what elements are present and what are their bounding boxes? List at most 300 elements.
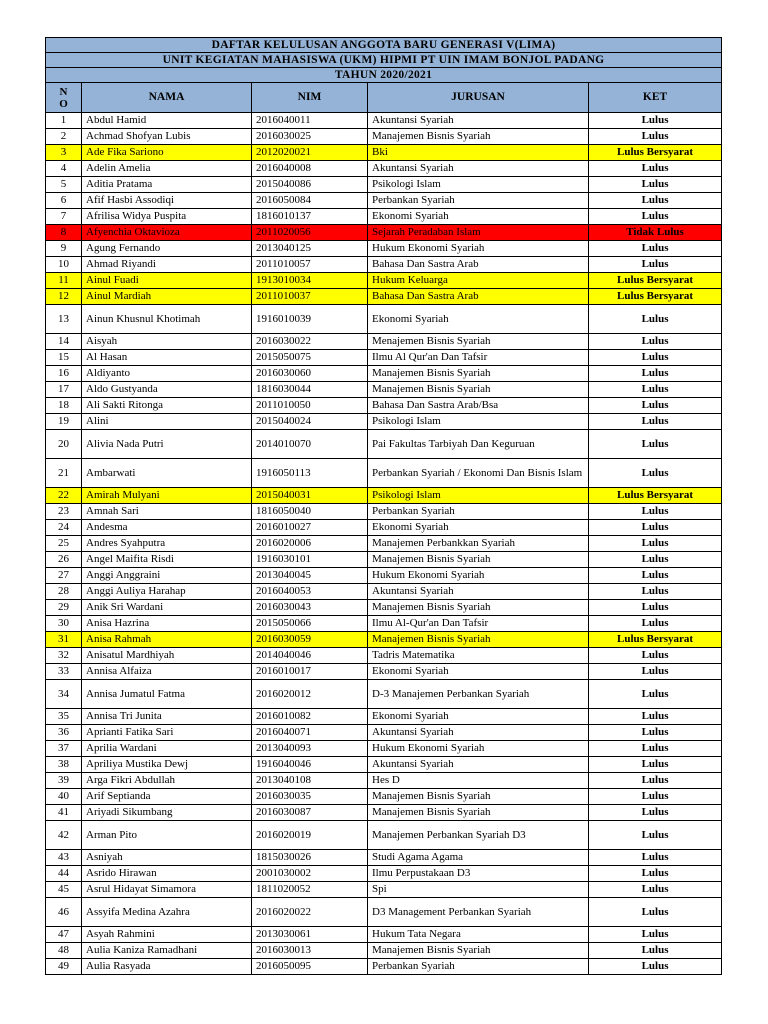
row-name: Arif Septianda xyxy=(82,789,252,805)
row-nim: 2016020019 xyxy=(252,821,368,850)
row-jurusan: Studi Agama Agama xyxy=(368,850,589,866)
row-jurusan: Ilmu Al Qur'an Dan Tafsir xyxy=(368,350,589,366)
table-row xyxy=(46,805,722,821)
table-row xyxy=(46,257,722,273)
table-row xyxy=(46,536,722,552)
table-row xyxy=(46,866,722,882)
row-nim: 2001030002 xyxy=(252,866,368,882)
row-name: Anik Sri Wardani xyxy=(82,600,252,616)
table-row xyxy=(46,600,722,616)
table-row xyxy=(46,334,722,350)
row-jurusan: Ekonomi Syariah xyxy=(368,709,589,725)
row-status: Lulus xyxy=(589,725,722,741)
row-name: Annisa Alfaiza xyxy=(82,664,252,680)
row-number: 49 xyxy=(46,959,82,975)
row-name: Ambarwati xyxy=(82,459,252,488)
row-jurusan: Akuntansi Syariah xyxy=(368,161,589,177)
row-number: 26 xyxy=(46,552,82,568)
row-jurusan: Perbankan Syariah xyxy=(368,504,589,520)
row-number: 20 xyxy=(46,430,82,459)
row-nim: 1916050113 xyxy=(252,459,368,488)
row-number: 36 xyxy=(46,725,82,741)
row-nim: 2016050084 xyxy=(252,193,368,209)
row-name: Afyenchia Oktavioza xyxy=(82,225,252,241)
sheet-year: TAHUN 2020/2021 xyxy=(46,68,722,83)
row-nim: 2013040045 xyxy=(252,568,368,584)
row-status: Lulus xyxy=(589,741,722,757)
graduation-table xyxy=(45,37,722,975)
row-nim: 2016040011 xyxy=(252,113,368,129)
row-jurusan: Perbankan Syariah / Ekonomi Dan Bisnis Islam xyxy=(368,459,589,488)
row-number: 31 xyxy=(46,632,82,648)
row-jurusan: Ekonomi Syariah xyxy=(368,664,589,680)
row-nim: 1816050040 xyxy=(252,504,368,520)
row-number: 38 xyxy=(46,757,82,773)
row-nim: 2015050066 xyxy=(252,616,368,632)
row-name: Asniyah xyxy=(82,850,252,866)
row-name: Aprianti Fatika Sari xyxy=(82,725,252,741)
row-name: Asyah Rahmini xyxy=(82,927,252,943)
row-status: Lulus xyxy=(589,398,722,414)
row-number: 5 xyxy=(46,177,82,193)
row-number: 6 xyxy=(46,193,82,209)
row-name: Ariyadi Sikumbang xyxy=(82,805,252,821)
table-row xyxy=(46,209,722,225)
row-status: Lulus xyxy=(589,664,722,680)
row-nim: 2016030035 xyxy=(252,789,368,805)
row-jurusan: Manajemen Perbankkan Syariah xyxy=(368,536,589,552)
row-jurusan: Ilmu Al-Qur'an Dan Tafsir xyxy=(368,616,589,632)
row-jurusan: Bahasa Dan Sastra Arab xyxy=(368,257,589,273)
table-row xyxy=(46,430,722,459)
row-name: Asrul Hidayat Simamora xyxy=(82,882,252,898)
table-row xyxy=(46,382,722,398)
row-nim: 2013040093 xyxy=(252,741,368,757)
row-status: Lulus xyxy=(589,648,722,664)
table-row xyxy=(46,725,722,741)
row-nim: 2016030022 xyxy=(252,334,368,350)
row-nim: 2016030043 xyxy=(252,600,368,616)
row-number: 46 xyxy=(46,898,82,927)
column-header-nama: NAMA xyxy=(82,83,252,113)
row-name: Andesma xyxy=(82,520,252,536)
row-name: Anggi Anggraini xyxy=(82,568,252,584)
row-number: 4 xyxy=(46,161,82,177)
row-number: 10 xyxy=(46,257,82,273)
row-status: Lulus xyxy=(589,680,722,709)
row-name: Anisa Rahmah xyxy=(82,632,252,648)
row-number: 37 xyxy=(46,741,82,757)
row-number: 11 xyxy=(46,273,82,289)
row-nim: 2011010037 xyxy=(252,289,368,305)
row-nim: 1916010039 xyxy=(252,305,368,334)
graduation-sheet xyxy=(45,37,721,975)
row-jurusan: Manajemen Bisnis Syariah xyxy=(368,382,589,398)
row-status: Lulus xyxy=(589,616,722,632)
table-row xyxy=(46,789,722,805)
row-jurusan: Menajemen Bisnis Syariah xyxy=(368,334,589,350)
row-status: Lulus xyxy=(589,366,722,382)
row-number: 12 xyxy=(46,289,82,305)
row-status: Lulus xyxy=(589,504,722,520)
row-jurusan: Pai Fakultas Tarbiyah Dan Keguruan xyxy=(368,430,589,459)
row-status: Lulus xyxy=(589,414,722,430)
row-jurusan: Akuntansi Syariah xyxy=(368,725,589,741)
row-jurusan: Tadris Matematika xyxy=(368,648,589,664)
row-nim: 1811020052 xyxy=(252,882,368,898)
table-row xyxy=(46,648,722,664)
row-name: Aisyah xyxy=(82,334,252,350)
row-jurusan: D3 Management Perbankan Syariah xyxy=(368,898,589,927)
row-status: Lulus xyxy=(589,600,722,616)
table-row xyxy=(46,741,722,757)
row-nim: 2016010017 xyxy=(252,664,368,680)
row-jurusan: Hukum Ekonomi Syariah xyxy=(368,241,589,257)
row-nim: 2016010082 xyxy=(252,709,368,725)
row-jurusan: Manajemen Bisnis Syariah xyxy=(368,552,589,568)
row-name: Assyifa Medina Azahra xyxy=(82,898,252,927)
table-row xyxy=(46,568,722,584)
row-name: Aditia Pratama xyxy=(82,177,252,193)
row-jurusan: Manajemen Bisnis Syariah xyxy=(368,789,589,805)
row-number: 27 xyxy=(46,568,82,584)
row-jurusan: Manajemen Bisnis Syariah xyxy=(368,943,589,959)
table-row xyxy=(46,225,722,241)
row-number: 21 xyxy=(46,459,82,488)
row-status: Lulus xyxy=(589,161,722,177)
table-row xyxy=(46,664,722,680)
row-status: Lulus xyxy=(589,821,722,850)
row-nim: 2016020022 xyxy=(252,898,368,927)
row-status: Lulus xyxy=(589,350,722,366)
row-nim: 2016020012 xyxy=(252,680,368,709)
row-number: 33 xyxy=(46,664,82,680)
table-row xyxy=(46,632,722,648)
row-nim: 2016030087 xyxy=(252,805,368,821)
row-status: Lulus xyxy=(589,898,722,927)
table-row xyxy=(46,773,722,789)
row-status: Lulus xyxy=(589,568,722,584)
row-number: 8 xyxy=(46,225,82,241)
row-status: Lulus xyxy=(589,113,722,129)
row-number: 23 xyxy=(46,504,82,520)
row-nim: 2011010050 xyxy=(252,398,368,414)
row-name: Abdul Hamid xyxy=(82,113,252,129)
row-jurusan: Ilmu Perpustakaan D3 xyxy=(368,866,589,882)
row-jurusan: Hukum Keluarga xyxy=(368,273,589,289)
row-jurusan: Manajemen Perbankan Syariah D3 xyxy=(368,821,589,850)
row-nim: 2016040008 xyxy=(252,161,368,177)
row-status: Lulus xyxy=(589,850,722,866)
row-name: Aulia Rasyada xyxy=(82,959,252,975)
row-name: Ainul Fuadi xyxy=(82,273,252,289)
row-number: 29 xyxy=(46,600,82,616)
row-name: Annisa Tri Junita xyxy=(82,709,252,725)
table-row xyxy=(46,520,722,536)
table-row xyxy=(46,680,722,709)
row-number: 22 xyxy=(46,488,82,504)
row-number: 17 xyxy=(46,382,82,398)
table-row xyxy=(46,193,722,209)
row-name: Aldo Gustyanda xyxy=(82,382,252,398)
row-jurusan: Perbankan Syariah xyxy=(368,959,589,975)
row-status: Lulus xyxy=(589,584,722,600)
row-name: Aulia Kaniza Ramadhani xyxy=(82,943,252,959)
row-name: Ade Fika Sariono xyxy=(82,145,252,161)
row-name: Adelin Amelia xyxy=(82,161,252,177)
row-name: Al Hasan xyxy=(82,350,252,366)
table-row xyxy=(46,850,722,866)
row-jurusan: Ekonomi Syariah xyxy=(368,305,589,334)
row-status: Lulus xyxy=(589,805,722,821)
row-status: Lulus xyxy=(589,257,722,273)
column-header-no xyxy=(46,83,82,113)
row-name: Aprilia Wardani xyxy=(82,741,252,757)
row-number: 16 xyxy=(46,366,82,382)
row-number: 9 xyxy=(46,241,82,257)
row-name: Ainun Khusnul Khotimah xyxy=(82,305,252,334)
row-nim: 1916040046 xyxy=(252,757,368,773)
table-row xyxy=(46,350,722,366)
row-nim: 2013040108 xyxy=(252,773,368,789)
table-row xyxy=(46,129,722,145)
row-nim: 2015040031 xyxy=(252,488,368,504)
row-status: Lulus xyxy=(589,866,722,882)
row-number: 43 xyxy=(46,850,82,866)
row-number: 18 xyxy=(46,398,82,414)
row-status: Lulus xyxy=(589,536,722,552)
table-row xyxy=(46,488,722,504)
row-number: 30 xyxy=(46,616,82,632)
row-jurusan: Akuntansi Syariah xyxy=(368,584,589,600)
row-number: 40 xyxy=(46,789,82,805)
row-name: Anisa Hazrina xyxy=(82,616,252,632)
row-jurusan: Manajemen Bisnis Syariah xyxy=(368,129,589,145)
row-nim: 1816030044 xyxy=(252,382,368,398)
row-number: 48 xyxy=(46,943,82,959)
row-nim: 2011010057 xyxy=(252,257,368,273)
row-nim: 1916030101 xyxy=(252,552,368,568)
row-status: Lulus xyxy=(589,177,722,193)
table-row xyxy=(46,241,722,257)
row-name: Arga Fikri Abdullah xyxy=(82,773,252,789)
row-status: Lulus Bersyarat xyxy=(589,273,722,289)
table-row xyxy=(46,113,722,129)
row-number: 41 xyxy=(46,805,82,821)
row-nim: 2016030025 xyxy=(252,129,368,145)
row-jurusan: Bahasa Dan Sastra Arab/Bsa xyxy=(368,398,589,414)
row-nim: 2016010027 xyxy=(252,520,368,536)
row-name: Andres Syahputra xyxy=(82,536,252,552)
row-number: 2 xyxy=(46,129,82,145)
table-row xyxy=(46,943,722,959)
column-header-jurusan: JURUSAN xyxy=(368,83,589,113)
row-nim: 2014010070 xyxy=(252,430,368,459)
table-row xyxy=(46,289,722,305)
row-name: Afif Hasbi Assodiqi xyxy=(82,193,252,209)
row-nim: 2016030013 xyxy=(252,943,368,959)
table-row xyxy=(46,177,722,193)
row-nim: 2015040024 xyxy=(252,414,368,430)
row-name: Arman Pito xyxy=(82,821,252,850)
row-jurusan: Perbankan Syariah xyxy=(368,193,589,209)
row-jurusan: Akuntansi Syariah xyxy=(368,757,589,773)
row-name: Alini xyxy=(82,414,252,430)
column-header-ket: KET xyxy=(589,83,722,113)
row-jurusan: Spi xyxy=(368,882,589,898)
row-nim: 1816010137 xyxy=(252,209,368,225)
row-jurusan: Hukum Ekonomi Syariah xyxy=(368,741,589,757)
sheet-title: DAFTAR KELULUSAN ANGGOTA BARU GENERASI V(LIMA) xyxy=(46,38,722,53)
row-status: Lulus xyxy=(589,709,722,725)
row-status: Lulus xyxy=(589,943,722,959)
row-status: Lulus Bersyarat xyxy=(589,289,722,305)
row-jurusan: Manajemen Bisnis Syariah xyxy=(368,632,589,648)
row-status: Lulus Bersyarat xyxy=(589,488,722,504)
row-number: 44 xyxy=(46,866,82,882)
row-number: 15 xyxy=(46,350,82,366)
row-number: 42 xyxy=(46,821,82,850)
row-status: Lulus xyxy=(589,927,722,943)
table-row xyxy=(46,161,722,177)
table-row xyxy=(46,273,722,289)
row-nim: 2016040053 xyxy=(252,584,368,600)
row-jurusan: Manajemen Bisnis Syariah xyxy=(368,600,589,616)
row-status: Lulus xyxy=(589,459,722,488)
row-name: Alivia Nada Putri xyxy=(82,430,252,459)
row-nim: 2016020006 xyxy=(252,536,368,552)
row-jurusan: Hes D xyxy=(368,773,589,789)
row-nim: 2016040071 xyxy=(252,725,368,741)
row-jurusan: Psikologi Islam xyxy=(368,414,589,430)
table-row xyxy=(46,398,722,414)
table-row xyxy=(46,709,722,725)
row-status: Lulus xyxy=(589,209,722,225)
row-status: Lulus xyxy=(589,773,722,789)
row-jurusan: Bahasa Dan Sastra Arab xyxy=(368,289,589,305)
row-status: Lulus Bersyarat xyxy=(589,145,722,161)
row-number: 14 xyxy=(46,334,82,350)
row-number: 24 xyxy=(46,520,82,536)
table-row xyxy=(46,959,722,975)
row-status: Lulus xyxy=(589,129,722,145)
table-row xyxy=(46,757,722,773)
row-name: Apriliya Mustika Dewj xyxy=(82,757,252,773)
row-jurusan: Hukum Ekonomi Syariah xyxy=(368,568,589,584)
row-name: Annisa Jumatul Fatma xyxy=(82,680,252,709)
column-header-nim: NIM xyxy=(252,83,368,113)
row-jurusan: Sejarah Peradaban Islam xyxy=(368,225,589,241)
row-name: Achmad Shofyan Lubis xyxy=(82,129,252,145)
table-row xyxy=(46,145,722,161)
row-jurusan: Hukum Tata Negara xyxy=(368,927,589,943)
row-number: 25 xyxy=(46,536,82,552)
row-number: 1 xyxy=(46,113,82,129)
row-number: 47 xyxy=(46,927,82,943)
row-number: 45 xyxy=(46,882,82,898)
row-jurusan: Manajemen Bisnis Syariah xyxy=(368,805,589,821)
row-nim: 2014040046 xyxy=(252,648,368,664)
sheet-subtitle: UNIT KEGIATAN MAHASISWA (UKM) HIPMI PT UIN IMAM BONJOL PADANG xyxy=(46,53,722,68)
table-row xyxy=(46,414,722,430)
row-name: Agung Fernando xyxy=(82,241,252,257)
row-status: Lulus Bersyarat xyxy=(589,632,722,648)
row-status: Lulus xyxy=(589,757,722,773)
table-row xyxy=(46,821,722,850)
row-nim: 2016050095 xyxy=(252,959,368,975)
table-row xyxy=(46,927,722,943)
table-row xyxy=(46,898,722,927)
table-row xyxy=(46,366,722,382)
row-nim: 2011020056 xyxy=(252,225,368,241)
row-status: Tidak Lulus xyxy=(589,225,722,241)
row-status: Lulus xyxy=(589,305,722,334)
table-row xyxy=(46,504,722,520)
row-nim: 2016030060 xyxy=(252,366,368,382)
row-status: Lulus xyxy=(589,334,722,350)
row-status: Lulus xyxy=(589,789,722,805)
row-name: Afrilisa Widya Puspita xyxy=(82,209,252,225)
row-status: Lulus xyxy=(589,241,722,257)
row-status: Lulus xyxy=(589,193,722,209)
row-nim: 1815030026 xyxy=(252,850,368,866)
row-nim: 2015050075 xyxy=(252,350,368,366)
row-nim: 2015040086 xyxy=(252,177,368,193)
row-name: Amnah Sari xyxy=(82,504,252,520)
row-number: 39 xyxy=(46,773,82,789)
row-jurusan: Akuntansi Syariah xyxy=(368,113,589,129)
row-status: Lulus xyxy=(589,382,722,398)
row-nim: 1913010034 xyxy=(252,273,368,289)
row-name: Anisatul Mardhiyah xyxy=(82,648,252,664)
table-row xyxy=(46,584,722,600)
row-status: Lulus xyxy=(589,430,722,459)
row-name: Amirah Mulyani xyxy=(82,488,252,504)
row-name: Ali Sakti Ritonga xyxy=(82,398,252,414)
row-number: 3 xyxy=(46,145,82,161)
row-nim: 2012020021 xyxy=(252,145,368,161)
row-jurusan: Manajemen Bisnis Syariah xyxy=(368,366,589,382)
row-status: Lulus xyxy=(589,882,722,898)
row-name: Ahmad Riyandi xyxy=(82,257,252,273)
row-number: 32 xyxy=(46,648,82,664)
row-name: Asrido Hirawan xyxy=(82,866,252,882)
table-row xyxy=(46,305,722,334)
row-jurusan: Psikologi Islam xyxy=(368,488,589,504)
table-row xyxy=(46,616,722,632)
table-row xyxy=(46,882,722,898)
table-row xyxy=(46,552,722,568)
row-jurusan: D-3 Manajemen Perbankan Syariah xyxy=(368,680,589,709)
row-name: Ainul Mardiah xyxy=(82,289,252,305)
row-number: 34 xyxy=(46,680,82,709)
table-row xyxy=(46,459,722,488)
row-number: 19 xyxy=(46,414,82,430)
row-name: Anggi Auliya Harahap xyxy=(82,584,252,600)
row-nim: 2013030061 xyxy=(252,927,368,943)
row-number: 13 xyxy=(46,305,82,334)
row-number: 7 xyxy=(46,209,82,225)
row-status: Lulus xyxy=(589,552,722,568)
row-jurusan: Bki xyxy=(368,145,589,161)
row-status: Lulus xyxy=(589,520,722,536)
row-jurusan: Ekonomi Syariah xyxy=(368,520,589,536)
row-status: Lulus xyxy=(589,959,722,975)
row-jurusan: Psikologi Islam xyxy=(368,177,589,193)
column-header-no-label: N O xyxy=(59,85,68,110)
row-number: 28 xyxy=(46,584,82,600)
row-number: 35 xyxy=(46,709,82,725)
